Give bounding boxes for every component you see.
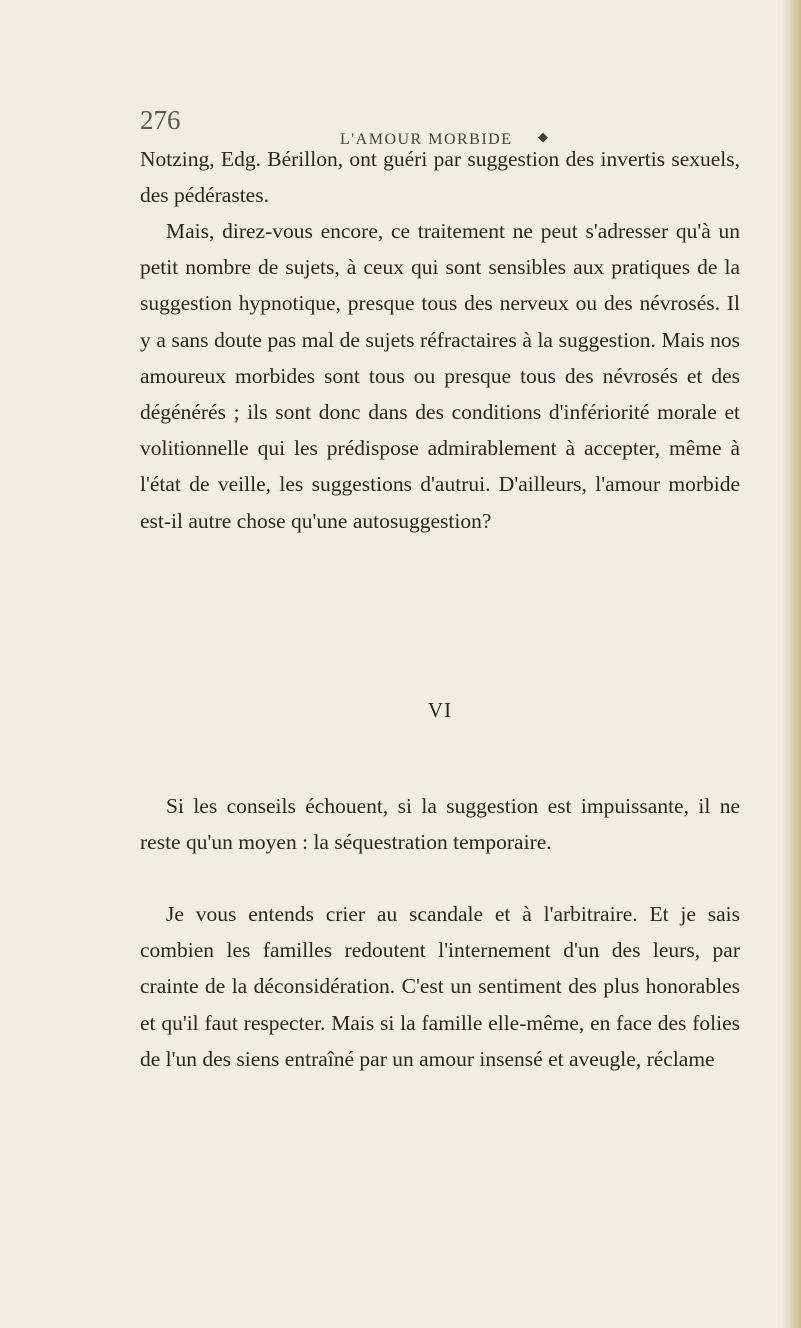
page-number: 276 (140, 105, 181, 135)
paragraph-4: Je vous entends crier au scandale et à l'arbitraire. Et je sais combien les familles redoutent l'internement d'un des leurs, par crainte de la déconsidération. C'est un sentiment des plus honorables et qu'il faut respecter. Mais si la famille elle-même, en face des folies de l'un des siens entraîné par un amour insensé et aveugle, réclame (140, 902, 740, 1071)
paragraph-1: Notzing, Edg. Bérillon, ont guéri par suggestion des invertis sexuels, des pédérastes. (140, 147, 740, 208)
paragraph-2: Mais, direz-vous encore, ce traitement ne peut s'adresser qu'à un petit nombre de sujets, à ceux qui sont sensibles aux pratiques de la suggestion hypnotique, presque tous des nerveux ou des névrosés. Il y a sans doute pas mal de sujets réfractaires à la suggestion. Mais nos amoureux morbides sont tous ou presque tous des névrosés et des dégénérés ; ils sont donc dans des conditions d'infériorité morale et volitionnelle qui les prédispose admirablement à accepter, même à l'état de veille, les suggestions d'autrui. D'ailleurs, l'amour morbide est-il autre chose qu'une autosuggestion? (140, 219, 740, 533)
page-edge (781, 0, 801, 1328)
running-title: L'AMOUR MORBIDE (340, 131, 513, 148)
paragraph-3: Si les conseils échouent, si la suggestion est impuissante, il ne reste qu'un moyen : la séquestration temporaire. (140, 794, 740, 855)
running-head (140, 105, 610, 148)
section-heading: VI (427, 698, 453, 722)
ornament-mark: ◆ (538, 129, 548, 144)
